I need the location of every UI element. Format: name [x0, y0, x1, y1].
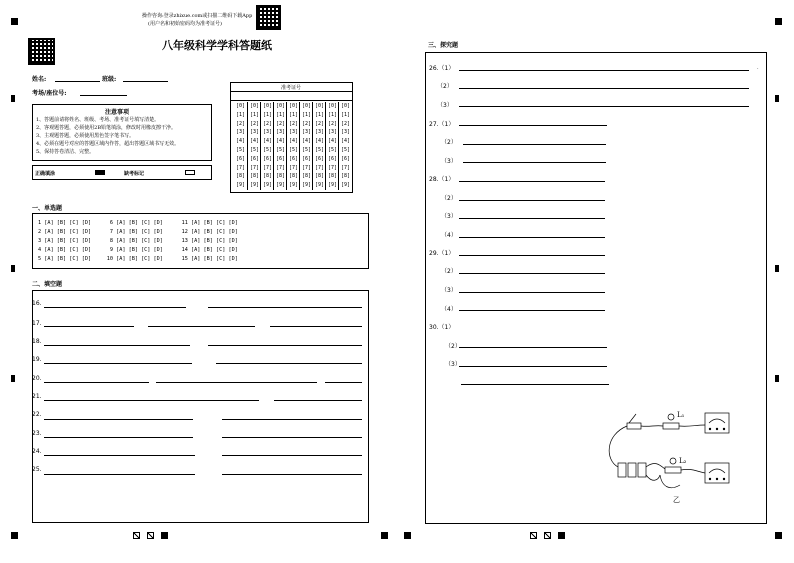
mc-row[interactable]: 1 [A] [B] [C] [D] 6 [A] [B] [C] [D] 11 [A] [B] [C] [D]: [38, 220, 238, 226]
exam-id-digit[interactable]: [5]: [327, 146, 338, 153]
circuit-diagram: [600, 405, 745, 505]
exam-id-digit[interactable]: [5]: [301, 146, 312, 153]
exam-id-digit[interactable]: [2]: [314, 120, 325, 127]
answer-line[interactable]: [459, 200, 605, 201]
exam-id-column[interactable]: [286, 102, 300, 190]
exam-id-digit[interactable]: [0]: [275, 103, 286, 109]
corner-mark: [775, 95, 779, 102]
exam-id-digit[interactable]: [7]: [262, 164, 273, 171]
answer-line[interactable]: [208, 345, 362, 346]
exam-id-digit[interactable]: [0]: [314, 103, 325, 109]
exam-id-digit[interactable]: [7]: [327, 164, 338, 171]
exam-id-column[interactable]: [260, 102, 274, 190]
q28-part3: （3）: [441, 213, 457, 220]
exam-id-column[interactable]: [273, 102, 287, 190]
seat-field[interactable]: [80, 95, 127, 96]
exam-id-digit[interactable]: [0]: [262, 103, 273, 109]
exam-id-column[interactable]: [325, 102, 339, 190]
exam-id-digit[interactable]: [0]: [235, 103, 246, 109]
mc-row[interactable]: 2 [A] [B] [C] [D] 7 [A] [B] [C] [D] 12 [A] [B] [C] [D]: [38, 229, 238, 235]
answer-line[interactable]: [148, 326, 255, 327]
absent-mark-box[interactable]: [185, 170, 195, 175]
corner-mark: [775, 18, 782, 25]
exam-id-digit[interactable]: [9]: [288, 182, 299, 189]
mc-row[interactable]: 5 [A] [B] [C] [D] 10 [A] [B] [C] [D] 15 [A] [B] [C] [D]: [38, 256, 238, 262]
exam-id-digit[interactable]: [8]: [235, 173, 246, 180]
corner-mark: [11, 18, 18, 25]
notice-item: 2、客观题答题，必须使用2B铅笔填涂，修改时用橡皮擦干净。: [36, 125, 177, 131]
exam-id-digit[interactable]: [0]: [301, 103, 312, 109]
exam-id-digit[interactable]: [8]: [288, 173, 299, 180]
q29-part2: （2）: [441, 268, 457, 275]
q25-label: 25.: [32, 466, 42, 473]
exam-id-digit[interactable]: [4]: [340, 138, 351, 145]
page-marker-slash: [133, 532, 140, 539]
answer-line[interactable]: [208, 307, 362, 308]
exam-id-digit[interactable]: [3]: [301, 129, 312, 136]
exam-id-digit[interactable]: [1]: [340, 111, 351, 118]
exam-id-digit[interactable]: [2]: [235, 120, 246, 127]
lamp-l2-label: L₂: [679, 457, 687, 465]
exam-id-digit[interactable]: [7]: [288, 164, 299, 171]
header-info-line2: (用户名和初始密码均为准考证号): [148, 21, 222, 27]
exam-id-digit[interactable]: [4]: [314, 138, 325, 145]
notice-item: 5、保持答卷清洁、完整。: [36, 149, 95, 155]
q19-label: 19.: [32, 356, 42, 363]
q21-label: 21.: [32, 393, 42, 400]
exam-id-digit[interactable]: [0]: [327, 103, 338, 109]
answer-line[interactable]: [459, 70, 749, 71]
exam-id-digit[interactable]: [2]: [262, 120, 273, 127]
answer-line[interactable]: [459, 218, 605, 219]
answer-line[interactable]: [44, 345, 190, 346]
exam-id-digit[interactable]: [4]: [275, 138, 286, 145]
exam-id-digit[interactable]: [7]: [275, 164, 286, 171]
answer-line[interactable]: [270, 326, 362, 327]
mc-row[interactable]: 3 [A] [B] [C] [D] 8 [A] [B] [C] [D] 13 [A] [B] [C] [D]: [38, 238, 238, 244]
corner-mark: [775, 375, 779, 382]
answer-line[interactable]: [459, 273, 605, 274]
fill-legend-box: [32, 165, 212, 180]
exam-id-column[interactable]: [234, 102, 247, 190]
exam-id-digit[interactable]: [3]: [235, 129, 246, 136]
section2-title: 二、填空题: [32, 281, 63, 288]
trailing-dot: .: [757, 65, 759, 71]
exam-id-digit[interactable]: [4]: [235, 138, 246, 145]
exam-id-digit[interactable]: [1]: [249, 111, 260, 118]
corner-mark: [404, 532, 411, 539]
notice-item: 3、主观题答题，必须使用黑色签字笔书写。: [36, 133, 135, 139]
exam-id-digit[interactable]: [3]: [249, 129, 260, 136]
exam-id-digit[interactable]: [3]: [327, 129, 338, 136]
exam-id-digit[interactable]: [6]: [235, 155, 246, 162]
q29-label: 29.（1）: [429, 250, 455, 257]
notice-box: [32, 104, 212, 161]
lamp-l1-label: L₁: [677, 411, 685, 419]
exam-id-digit[interactable]: [8]: [301, 173, 312, 180]
exam-id-digit[interactable]: [1]: [275, 111, 286, 118]
exam-id-digit[interactable]: [9]: [275, 182, 286, 189]
exam-id-digit[interactable]: [2]: [275, 120, 286, 127]
answer-line[interactable]: [459, 125, 607, 126]
q29-part4: （4）: [441, 306, 457, 313]
exam-id-digit[interactable]: [8]: [262, 173, 273, 180]
exam-id-grid: [230, 82, 353, 193]
page-qr-code: [28, 38, 55, 65]
exam-id-digit[interactable]: [2]: [340, 120, 351, 127]
exam-id-digit[interactable]: [9]: [327, 182, 338, 189]
answer-line[interactable]: [459, 237, 605, 238]
answer-line[interactable]: [274, 400, 362, 401]
exam-id-digit[interactable]: [4]: [327, 138, 338, 145]
exam-id-digit[interactable]: [5]: [249, 146, 260, 153]
answer-line[interactable]: [44, 455, 195, 456]
exam-id-digit[interactable]: [2]: [327, 120, 338, 127]
notice-title: 注意事项: [105, 109, 130, 116]
exam-id-digit[interactable]: [6]: [327, 155, 338, 162]
q24-label: 24.: [32, 448, 42, 455]
answer-line[interactable]: [463, 162, 606, 163]
exam-id-digit[interactable]: [6]: [288, 155, 299, 162]
q23-label: 23.: [32, 430, 42, 437]
answer-line[interactable]: [459, 292, 605, 293]
q30-label: 30.（1）: [429, 324, 455, 331]
notice-item: 1、答题前请将姓名、班级、考场、准考证号填写清楚。: [36, 117, 160, 123]
corner-mark: [11, 95, 15, 102]
q28-part4: （4）: [441, 232, 457, 239]
answer-line[interactable]: [459, 255, 605, 256]
correct-fill-sample: [95, 170, 105, 175]
q22-label: 22.: [32, 411, 42, 418]
exam-id-digit[interactable]: [6]: [314, 155, 325, 162]
answer-line[interactable]: [459, 347, 607, 348]
answer-line[interactable]: [44, 382, 149, 383]
figure-label: 乙: [673, 496, 680, 504]
answer-line[interactable]: [459, 310, 605, 311]
answer-line[interactable]: [44, 326, 134, 327]
q17-label: 17.: [32, 320, 42, 327]
exam-id-digit[interactable]: [8]: [327, 173, 338, 180]
page-marker-slash: [544, 532, 551, 539]
exam-id-digit[interactable]: [9]: [301, 182, 312, 189]
exam-id-digit[interactable]: [9]: [314, 182, 325, 189]
exam-id-digit[interactable]: [4]: [288, 138, 299, 145]
page-marker-filled: [558, 532, 565, 539]
exam-id-digit[interactable]: [7]: [249, 164, 260, 171]
q18-label: 18.: [32, 338, 42, 345]
q30-part3: （3）: [445, 361, 461, 368]
exam-id-divider: [231, 91, 352, 92]
exam-id-digit[interactable]: [3]: [314, 129, 325, 136]
name-label: 姓名:: [32, 76, 47, 83]
answer-line[interactable]: [156, 382, 317, 383]
exam-id-digit[interactable]: [5]: [275, 146, 286, 153]
answer-line[interactable]: [44, 419, 193, 420]
exam-id-digit[interactable]: [6]: [275, 155, 286, 162]
exam-id-digit[interactable]: [4]: [262, 138, 273, 145]
exam-id-digit[interactable]: [2]: [301, 120, 312, 127]
exam-id-digit[interactable]: [9]: [262, 182, 273, 189]
exam-id-digit[interactable]: [4]: [301, 138, 312, 145]
answer-line[interactable]: [459, 366, 607, 367]
answer-line[interactable]: [461, 384, 609, 385]
exam-id-digit[interactable]: [1]: [262, 111, 273, 118]
answer-line[interactable]: [44, 307, 186, 308]
exam-id-digit[interactable]: [3]: [262, 129, 273, 136]
q26-part3: （3）: [437, 102, 453, 109]
exam-id-digit[interactable]: [3]: [288, 129, 299, 136]
page-marker-slash: [530, 532, 537, 539]
answer-line[interactable]: [222, 437, 362, 438]
exam-id-digit[interactable]: [3]: [340, 129, 351, 136]
q28-label: 28.（1）: [429, 176, 455, 183]
answer-line[interactable]: [44, 474, 195, 475]
mc-row[interactable]: 4 [A] [B] [C] [D] 9 [A] [B] [C] [D] 14 [A] [B] [C] [D]: [38, 247, 238, 253]
exam-id-digit[interactable]: [1]: [288, 111, 299, 118]
answer-line[interactable]: [459, 181, 605, 182]
exam-id-digit[interactable]: [1]: [235, 111, 246, 118]
exam-id-digit[interactable]: [5]: [288, 146, 299, 153]
page-marker-slash: [147, 532, 154, 539]
answer-line[interactable]: [44, 400, 259, 401]
exam-id-digit[interactable]: [2]: [288, 120, 299, 127]
name-field[interactable]: [55, 81, 100, 82]
q26-label: 26.（1）: [429, 65, 455, 72]
answer-line[interactable]: [459, 106, 749, 107]
exam-id-column[interactable]: [312, 102, 326, 190]
class-field[interactable]: [123, 81, 168, 82]
exam-id-digit[interactable]: [5]: [314, 146, 325, 153]
absent-mark-label: 缺考标记: [124, 171, 145, 177]
exam-id-column[interactable]: [247, 102, 261, 190]
seat-label: 考场/座位号:: [32, 90, 67, 97]
exam-id-digit[interactable]: [7]: [301, 164, 312, 171]
exam-id-digit[interactable]: [7]: [340, 164, 351, 171]
header-qr-code: [256, 5, 281, 30]
notice-item: 4、必须在题号对应的答题区域内作答，超出答题区域书写无效。: [36, 141, 180, 147]
q16-label: 16.: [32, 300, 42, 307]
corner-mark: [381, 532, 388, 539]
q20-label: 20.: [32, 375, 42, 382]
corner-mark: [775, 532, 782, 539]
answer-line[interactable]: [44, 437, 193, 438]
exam-id-digit[interactable]: [3]: [275, 129, 286, 136]
exam-id-digit[interactable]: [2]: [249, 120, 260, 127]
exam-id-digit[interactable]: [8]: [275, 173, 286, 180]
exam-id-digit[interactable]: [0]: [340, 103, 351, 109]
exam-id-digit[interactable]: [4]: [249, 138, 260, 145]
answer-line[interactable]: [44, 363, 192, 364]
circuit-meter-dots: [709, 428, 725, 480]
exam-id-digit[interactable]: [8]: [249, 173, 260, 180]
corner-mark: [775, 265, 779, 272]
answer-line[interactable]: [222, 455, 362, 456]
exam-id-column[interactable]: [299, 102, 313, 190]
exam-id-digit[interactable]: [9]: [340, 182, 351, 189]
exam-id-digit[interactable]: [9]: [235, 182, 246, 189]
section1-title: 一、单选题: [32, 205, 63, 212]
exam-id-digit[interactable]: [5]: [340, 146, 351, 153]
correct-fill-label: 正确填涂: [35, 171, 56, 177]
exam-id-digit[interactable]: [6]: [249, 155, 260, 162]
exam-id-digit[interactable]: [5]: [262, 146, 273, 153]
exam-id-digit[interactable]: [8]: [340, 173, 351, 180]
answer-line[interactable]: [325, 382, 362, 383]
header-info-line1: 操作咨询:登录zhixue.com或扫描二维码下载App: [142, 13, 253, 19]
exam-id-digit[interactable]: [7]: [235, 164, 246, 171]
exam-id-digit[interactable]: [6]: [340, 155, 351, 162]
q27-part3: （3）: [441, 158, 457, 165]
page-title: 八年级科学学科答题纸: [162, 39, 272, 52]
corner-mark: [11, 375, 15, 382]
section3-title: 三、探究题: [428, 42, 459, 49]
q26-part2: （2）: [437, 83, 453, 90]
exam-id-column[interactable]: [338, 102, 352, 190]
q29-part3: （3）: [441, 287, 457, 294]
exam-id-divider: [231, 100, 352, 101]
page-marker-filled: [161, 532, 168, 539]
exam-id-digit[interactable]: [6]: [301, 155, 312, 162]
answer-line[interactable]: [222, 474, 362, 475]
exam-id-digit[interactable]: [8]: [314, 173, 325, 180]
exam-id-digit[interactable]: [9]: [249, 182, 260, 189]
corner-mark: [11, 532, 18, 539]
exam-id-digit[interactable]: [6]: [262, 155, 273, 162]
exam-id-digit[interactable]: [5]: [235, 146, 246, 153]
answer-line[interactable]: [216, 363, 362, 364]
exam-id-digit[interactable]: [1]: [301, 111, 312, 118]
answer-line[interactable]: [222, 419, 362, 420]
section2-box: [32, 290, 369, 523]
exam-id-digit[interactable]: [0]: [249, 103, 260, 109]
exam-id-digit[interactable]: [1]: [314, 111, 325, 118]
exam-id-digit[interactable]: [1]: [327, 111, 338, 118]
exam-id-label: 准考证号: [281, 85, 302, 91]
corner-mark: [11, 265, 15, 272]
q27-label: 27.（1）: [429, 121, 455, 128]
answer-line[interactable]: [459, 88, 749, 89]
exam-id-digit[interactable]: [7]: [314, 164, 325, 171]
q28-part2: （2）: [441, 195, 457, 202]
section1-box: [32, 213, 369, 269]
q27-part2: （2）: [441, 139, 457, 146]
exam-id-digit[interactable]: [0]: [288, 103, 299, 109]
answer-line[interactable]: [463, 144, 606, 145]
class-label: 班级:: [102, 76, 117, 83]
q30-part2: （2）: [445, 343, 461, 350]
